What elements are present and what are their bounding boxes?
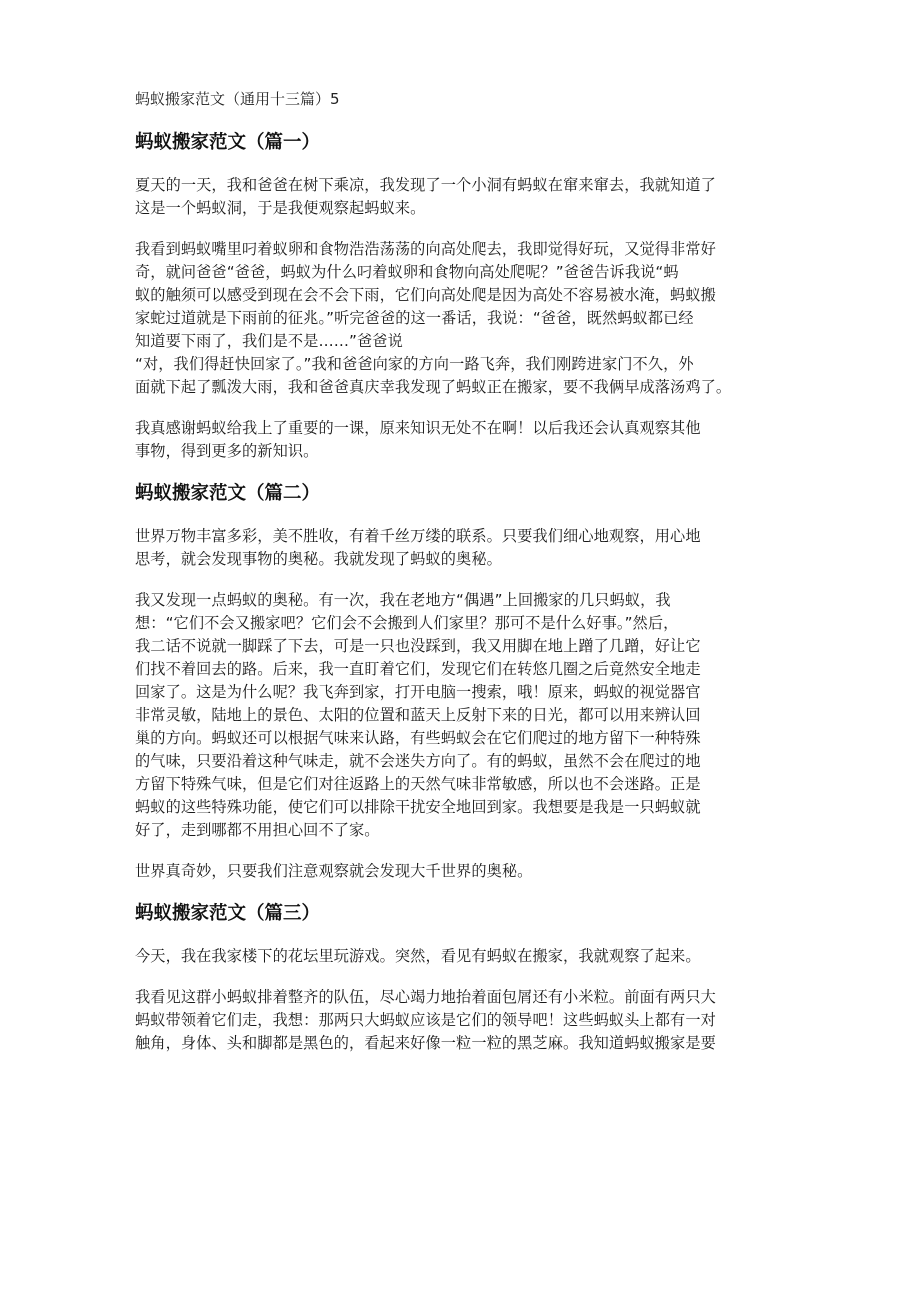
paragraph-line: 好了，走到哪都不用担心回不了家。 [135, 821, 380, 839]
article-section [135, 901, 790, 1055]
paragraph-line: 我看见这群小蚂蚁排着整齐的队伍，尽心竭力地抬着面包屑还有小米粒。前面有两只大 [135, 988, 716, 1006]
paragraph-line: 的气味，只要沿着这种气味走，就不会迷失方向了。有的蚂蚁，虽然不会在爬过的地 [135, 752, 701, 770]
paragraph-line: 知道要下雨了，我们是不是……”爸爸说 [135, 332, 403, 350]
paragraph-line: 夏天的一天，我和爸爸在树下乘凉，我发现了一个小洞有蚂蚁在窜来窜去，我就知道了 [135, 176, 716, 194]
paragraph-line: 巢的方向。蚂蚁还可以根据气味来认路，有些蚂蚁会在它们爬过的地方留下一种特殊 [135, 729, 701, 747]
paragraph-line: 方留下特殊气味，但是它们对往返路上的天然气味非常敏感，所以也不会迷路。正是 [135, 775, 701, 793]
paragraph-line: 触角，身体、头和脚都是黑色的，看起来好像一粒一粒的黑芝麻。我知道蚂蚁搬家是要 [135, 1034, 716, 1052]
section-title: 蚂蚁搬家范文（篇一） [135, 132, 321, 153]
document-header: 蚂蚁搬家范文（通用十三篇）5 [135, 90, 340, 108]
paragraph-line: 我真感谢蚂蚁给我上了重要的一课，原来知识无处不在啊！以后我还会认真观察其他 [135, 419, 701, 437]
paragraph [135, 417, 790, 463]
paragraph-line: 思考，就会发现事物的奥秘。我就发现了蚂蚁的奥秘。 [135, 550, 502, 568]
paragraph-line: 今天，我在我家楼下的花坛里玩游戏。突然，看见有蚂蚁在搬家，我就观察了起来。 [135, 947, 701, 965]
paragraph-line: 们找不着回去的路。后来，我一直盯着它们，发现它们在转悠几圈之后竟然安全地走 [135, 660, 701, 678]
paragraph-line: 想：“它们不会又搬家吧？它们会不会搬到人们家里？那可不是什么好事。”然后， [135, 614, 679, 632]
article-section [135, 130, 790, 463]
paragraph [135, 945, 790, 968]
section-title: 蚂蚁搬家范文（篇二） [135, 483, 321, 504]
paragraph-line: 蚂蚁带领着它们走，我想：那两只大蚂蚁应该是它们的领导吧！这些蚂蚁头上都有一对 [135, 1011, 716, 1029]
paragraph-line: 我又发现一点蚂蚁的奥秘。有一次，我在老地方“偶遇”上回搬家的几只蚂蚁，我 [135, 591, 671, 609]
paragraph-line: 世界真奇妙，只要我们注意观察就会发现大千世界的奥秘。 [135, 862, 533, 880]
paragraph-line: 我二话不说就一脚踩了下去，可是一只也没踩到，我又用脚在地上蹭了几蹭，好让它 [135, 637, 701, 655]
paragraph-line: 世界万物丰富多彩，美不胜收，有着千丝万缕的联系。只要我们细心地观察，用心地 [135, 527, 701, 545]
section-title: 蚂蚁搬家范文（篇三） [135, 903, 321, 924]
paragraph-line: 面就下起了瓢泼大雨，我和爸爸真庆幸我发现了蚂蚁正在搬家，要不我俩早成落汤鸡了。 [135, 378, 732, 396]
paragraph-line: “对，我们得赶快回家了。”我和爸爸向家的方向一路飞奔，我们刚跨进家门不久，外 [135, 355, 694, 373]
article-section [135, 481, 790, 883]
paragraph [135, 174, 790, 220]
paragraph-line: 非常灵敏，陆地上的景色、太阳的位置和蓝天上反射下来的日光，都可以用来辨认回 [135, 706, 701, 724]
paragraph [135, 525, 790, 571]
paragraph [135, 860, 790, 883]
paragraph-line: 事物，得到更多的新知识。 [135, 442, 319, 460]
paragraph [135, 986, 790, 1055]
paragraph-line: 回家了。这是为什么呢？我飞奔到家，打开电脑一搜索，哦！原来，蚂蚁的视觉器官 [135, 683, 701, 701]
paragraph-line: 蚂蚁的这些特殊功能，使它们可以排除干扰安全地回到家。我想要是我是一只蚂蚁就 [135, 798, 701, 816]
document-body [135, 130, 790, 1055]
document-page [135, 88, 790, 1073]
paragraph-line: 这是一个蚂蚁洞，于是我便观察起蚂蚁来。 [135, 199, 426, 217]
paragraph [135, 238, 790, 399]
paragraph-line: 家蛇过道就是下雨前的征兆。”听完爸爸的这一番话，我说：“爸爸，既然蚂蚁都已经 [135, 309, 694, 327]
paragraph-line: 蚁的触须可以感受到现在会不会下雨，它们向高处爬是因为高处不容易被水淹，蚂蚁搬 [135, 286, 716, 304]
paragraph [135, 589, 790, 842]
paragraph-line: 奇，就问爸爸“爸爸，蚂蚁为什么叼着蚁卵和食物向高处爬呢？”爸爸告诉我说“蚂 [135, 263, 679, 281]
paragraph-line: 我看到蚂蚁嘴里叼着蚁卵和食物浩浩荡荡的向高处爬去，我即觉得好玩，又觉得非常好 [135, 240, 716, 258]
